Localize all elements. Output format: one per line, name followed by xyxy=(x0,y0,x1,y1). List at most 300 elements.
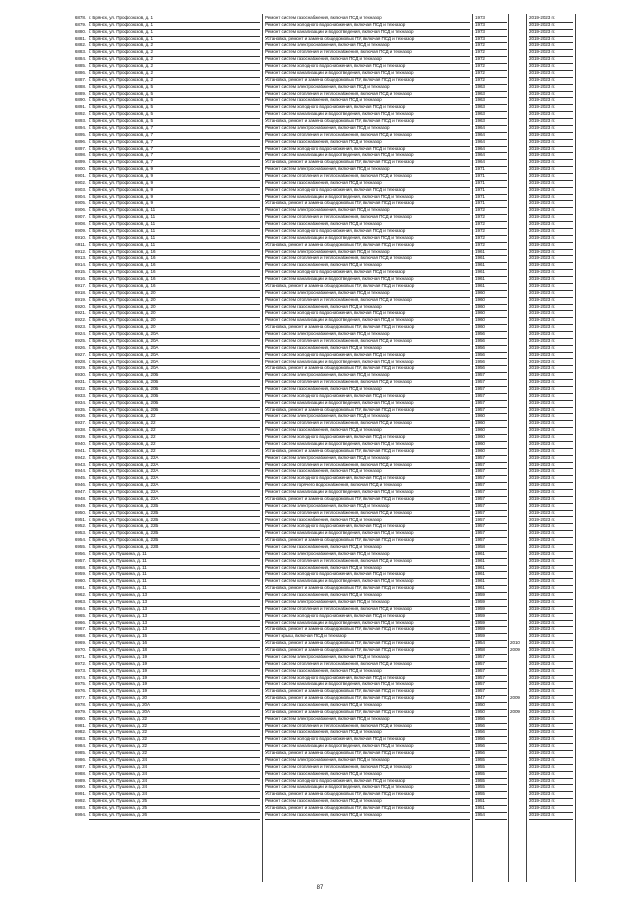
row-address: г. Брянск, ул. Профсоюзов, д. 22В xyxy=(89,544,260,552)
row-year: 1973 xyxy=(475,15,507,23)
row-work-type: Установка, ремонт и замена общедомовых ПУ, включая ПСД и техназор xyxy=(265,709,470,717)
row-address: г. Брянск, ул. Профсоюзов, д. 7 xyxy=(89,152,260,160)
table-row xyxy=(0,269,640,276)
row-address: г. Брянск, ул. Профсоюзов, д. 16 xyxy=(89,283,260,291)
table-row xyxy=(0,249,640,256)
row-year: 1972 xyxy=(475,214,507,222)
row-address: г. Брянск, ул. Профсоюзов, д. 20Б xyxy=(89,393,260,401)
table-row xyxy=(0,56,640,63)
row-address: г. Брянск, ул. Профсоюзов, д. 11 xyxy=(89,228,260,236)
row-period: 2019-2023 гг. xyxy=(529,386,573,394)
row-last-repair-year xyxy=(510,489,524,496)
row-work-type: Ремонт систем холодного водоснабжения, включая ПСД и техназор xyxy=(265,104,470,112)
row-number: 6941. xyxy=(74,447,86,453)
row-work-type: Ремонт систем холодного водоснабжения, включая ПСД и техназор xyxy=(265,675,470,683)
row-work-type: Ремонт систем холодного водоснабжения, включая ПСД и техназор xyxy=(265,228,470,236)
table-row xyxy=(0,599,640,606)
row-year: 1955 xyxy=(475,764,507,772)
row-address: г. Брянск, ул. Профсоюзов, д. 1 xyxy=(89,22,260,30)
row-work-type: Ремонт систем холодного водоснабжения, включая ПСД и техназор xyxy=(265,269,470,277)
row-year: 1961 xyxy=(475,255,507,263)
row-address: г. Брянск, ул. Профсоюзов, д. 9 xyxy=(89,194,260,202)
row-last-repair-year xyxy=(510,681,524,688)
row-last-repair-year xyxy=(510,146,524,153)
row-year: 1956 xyxy=(475,352,507,360)
row-work-type: Ремонт систем электроснабжения, включая ПСД и техназор xyxy=(265,551,470,559)
table-row xyxy=(0,194,640,201)
row-last-repair-year xyxy=(510,565,524,572)
row-number: 6982. xyxy=(74,729,86,735)
row-number: 6951. xyxy=(74,516,86,522)
row-work-type: Ремонт систем канализации и водоотведения, включая ПСД и техназор xyxy=(265,111,470,119)
row-period: 2019-2023 гг. xyxy=(529,49,573,57)
row-number: 6945. xyxy=(74,475,86,481)
table-row xyxy=(0,647,640,654)
row-address: г. Брянск, ул. Профсоюзов, д. 22Б xyxy=(89,523,260,531)
row-year: 1973 xyxy=(475,22,507,30)
row-year: 1956 xyxy=(475,338,507,346)
row-period: 2019-2023 гг. xyxy=(529,702,573,710)
row-address: г. Брянск, ул. Профсоюзов, д. 22А xyxy=(89,462,260,470)
row-number: 6946. xyxy=(74,482,86,488)
row-number: 6990. xyxy=(74,784,86,790)
table-row xyxy=(0,489,640,496)
row-address: г. Брянск, ул. Профсоюзов, д. 22А xyxy=(89,468,260,476)
row-year: 1960 xyxy=(475,317,507,325)
row-work-type: Ремонт систем газоснабжения, включая ПСД и техназор xyxy=(265,702,470,710)
row-period: 2019-2023 гг. xyxy=(529,187,573,195)
row-address: г. Брянск, ул. Профсоюзов, д. 22 xyxy=(89,413,260,421)
row-work-type: Ремонт систем газоснабжения, включая ПСД и техназор xyxy=(265,468,470,476)
row-last-repair-year xyxy=(510,125,524,132)
row-number: 6916. xyxy=(74,276,86,282)
row-year: 1960 xyxy=(475,427,507,435)
row-period: 2019-2023 гг. xyxy=(529,152,573,160)
row-last-repair-year xyxy=(510,379,524,386)
row-work-type: Ремонт систем электроснабжения, включая ПСД и техназор xyxy=(265,372,470,380)
row-work-type: Ремонт систем канализации и водоотведения, включая ПСД и техназор xyxy=(265,784,470,792)
row-address: г. Брянск, ул. Профсоюзов, д. 1 xyxy=(89,15,260,23)
row-number: 6969. xyxy=(74,640,86,646)
row-work-type: Ремонт систем электроснабжения, включая ПСД и техназор xyxy=(265,125,470,133)
row-number: 6891. xyxy=(74,104,86,110)
row-number: 6903. xyxy=(74,186,86,192)
row-period: 2019-2023 гг. xyxy=(529,228,573,236)
row-period: 2019-2023 гг. xyxy=(529,764,573,772)
row-work-type: Установка, ремонт и замена общедомовых ПУ, включая ПСД и техназор xyxy=(265,118,470,126)
row-last-repair-year xyxy=(510,70,524,77)
row-period: 2019-2023 гг. xyxy=(529,420,573,428)
row-work-type: Ремонт систем газоснабжения, включая ПСД и техназор xyxy=(265,386,470,394)
row-year: 1958 xyxy=(475,544,507,552)
row-year: 1960 xyxy=(475,413,507,421)
row-period: 2019-2023 гг. xyxy=(529,523,573,531)
row-last-repair-year xyxy=(510,592,524,599)
table-row xyxy=(0,736,640,743)
table-row xyxy=(0,413,640,420)
row-address: г. Брянск, ул. Профсоюзов, д. 16 xyxy=(89,276,260,284)
row-last-repair-year xyxy=(510,448,524,455)
table-row xyxy=(0,695,640,702)
row-last-repair-year xyxy=(510,544,524,551)
row-period: 2019-2023 гг. xyxy=(529,159,573,167)
row-number: 6924. xyxy=(74,331,86,337)
row-last-repair-year xyxy=(510,702,524,709)
row-last-repair-year xyxy=(510,503,524,510)
row-work-type: Ремонт систем канализации и водоотведения, включая ПСД и техназор xyxy=(265,29,470,37)
row-work-type: Ремонт систем холодного водоснабжения, включая ПСД и техназор xyxy=(265,146,470,154)
row-last-repair-year xyxy=(510,805,524,812)
table-row xyxy=(0,675,640,682)
row-year: 1957 xyxy=(475,455,507,463)
table-row xyxy=(0,29,640,36)
row-number: 6906. xyxy=(74,207,86,213)
row-year: 1971 xyxy=(475,200,507,208)
row-number: 6920. xyxy=(74,303,86,309)
row-period: 2019-2023 гг. xyxy=(529,517,573,525)
row-work-type: Ремонт систем электроснабжения, включая ПСД и техназор xyxy=(265,654,470,662)
row-address: г. Брянск, ул. Профсоюзов, д. 11 xyxy=(89,207,260,215)
row-number: 6962. xyxy=(74,592,86,598)
table-row xyxy=(0,159,640,166)
row-year: 1956 xyxy=(475,723,507,731)
row-last-repair-year xyxy=(510,304,524,311)
row-work-type: Ремонт систем отопления и теплоснабжения, включая ПСД и техназор xyxy=(265,91,470,99)
row-address: г. Брянск, ул. Пушкина, д. 24 xyxy=(89,757,260,765)
row-number: 6899. xyxy=(74,159,86,165)
table-row xyxy=(0,523,640,530)
row-period: 2019-2023 гг. xyxy=(529,661,573,669)
row-last-repair-year xyxy=(510,723,524,730)
row-year: 1960 xyxy=(475,441,507,449)
row-year: 1957 xyxy=(475,675,507,683)
row-year: 1959 xyxy=(475,613,507,621)
row-period: 2019-2023 гг. xyxy=(529,304,573,312)
row-work-type: Ремонт систем отопления и теплоснабжения, включая ПСД и техназор xyxy=(265,49,470,57)
row-number: 6966. xyxy=(74,619,86,625)
row-last-repair-year xyxy=(510,750,524,757)
row-address: г. Брянск, ул. Профсоюзов, д. 22Б xyxy=(89,510,260,518)
row-address: г. Брянск, ул. Пушкина, д. 24 xyxy=(89,771,260,779)
row-period: 2019-2023 гг. xyxy=(529,510,573,518)
row-work-type: Ремонт систем электроснабжения, включая ПСД и техназор xyxy=(265,207,470,215)
row-address: г. Брянск, ул. Профсоюзов, д. 16 xyxy=(89,249,260,257)
row-year: 1961 xyxy=(475,571,507,579)
table-row xyxy=(0,331,640,338)
row-address: г. Брянск, ул. Профсоюзов, д. 7 xyxy=(89,139,260,147)
row-last-repair-year xyxy=(510,228,524,235)
row-address: г. Брянск, ул. Пушкина, д. 19 xyxy=(89,654,260,662)
row-period: 2019-2023 гг. xyxy=(529,468,573,476)
row-period: 2019-2023 гг. xyxy=(529,91,573,99)
table-row xyxy=(0,125,640,132)
row-last-repair-year xyxy=(510,530,524,537)
row-last-repair-year xyxy=(510,42,524,49)
row-work-type: Ремонт систем газоснабжения, включая ПСД и техназор xyxy=(265,771,470,779)
row-period: 2019-2023 гг. xyxy=(529,146,573,154)
table-row xyxy=(0,537,640,544)
row-work-type: Ремонт систем канализации и водоотведения, включая ПСД и техназор xyxy=(265,620,470,628)
row-address: г. Брянск, ул. Профсоюзов, д. 20Б xyxy=(89,386,260,394)
row-number: 6927. xyxy=(74,351,86,357)
row-year: 1971 xyxy=(475,180,507,188)
row-number: 6977. xyxy=(74,695,86,701)
row-period: 2019-2023 гг. xyxy=(529,407,573,415)
table-row xyxy=(0,152,640,159)
row-year: 1957 xyxy=(475,681,507,689)
row-work-type: Ремонт крыш, включая ПСД и техназор xyxy=(265,633,470,641)
row-last-repair-year xyxy=(510,15,524,22)
row-work-type: Ремонт систем канализации и водоотведения, включая ПСД и техназор xyxy=(265,530,470,538)
row-last-repair-year xyxy=(510,249,524,256)
table-row xyxy=(0,22,640,29)
row-address: г. Брянск, ул. Пушкина, д. 11 xyxy=(89,551,260,559)
row-period: 2019-2023 гг. xyxy=(529,413,573,421)
row-work-type: Ремонт систем электроснабжения, включая ПСД и техназор xyxy=(265,413,470,421)
table-row xyxy=(0,558,640,565)
row-year: 1959 xyxy=(475,599,507,607)
table-row xyxy=(0,221,640,228)
row-work-type: Ремонт систем электроснабжения, включая ПСД и техназор xyxy=(265,757,470,765)
row-work-type: Ремонт систем отопления и теплоснабжения, включая ПСД и техназор xyxy=(265,723,470,731)
row-period: 2019-2023 гг. xyxy=(529,791,573,799)
table-row xyxy=(0,310,640,317)
row-number: 6972. xyxy=(74,660,86,666)
row-period: 2019-2023 гг. xyxy=(529,42,573,50)
table-row xyxy=(0,565,640,572)
row-period: 2019-2023 гг. xyxy=(529,558,573,566)
row-period: 2019-2023 гг. xyxy=(529,180,573,188)
row-last-repair-year: 2009 xyxy=(510,695,520,701)
row-number: 6979. xyxy=(74,708,86,714)
row-period: 2019-2023 гг. xyxy=(529,530,573,538)
row-number: 6950. xyxy=(74,509,86,515)
row-work-type: Установка, ремонт и замена общедомовых ПУ, включая ПСД и техназор xyxy=(265,365,470,373)
row-work-type: Ремонт систем газоснабжения, включая ПСД и техназор xyxy=(265,221,470,229)
row-number: 6965. xyxy=(74,612,86,618)
row-address: г. Брянск, ул. Пушкина, д. 20А xyxy=(89,709,260,717)
row-address: г. Брянск, ул. Профсоюзов, д. 22 xyxy=(89,427,260,435)
row-work-type: Ремонт систем газоснабжения, включая ПСД и техназор xyxy=(265,427,470,435)
row-period: 2019-2023 гг. xyxy=(529,235,573,243)
row-number: 6921. xyxy=(74,310,86,316)
row-year: 1959 xyxy=(475,606,507,614)
row-last-repair-year xyxy=(510,517,524,524)
row-address: г. Брянск, ул. Профсоюзов, д. 22 xyxy=(89,434,260,442)
row-period: 2019-2023 гг. xyxy=(529,310,573,318)
row-work-type: Ремонт систем холодного водоснабжения, включая ПСД и техназор xyxy=(265,310,470,318)
row-address: г. Брянск, ул. Профсоюзов, д. 5 xyxy=(89,91,260,99)
row-work-type: Ремонт систем электроснабжения, включая ПСД и техназор xyxy=(265,249,470,257)
row-number: 6925. xyxy=(74,337,86,343)
row-last-repair-year xyxy=(510,310,524,317)
row-work-type: Ремонт систем газоснабжения, включая ПСД и техназор xyxy=(265,15,470,23)
row-period: 2019-2023 гг. xyxy=(529,537,573,545)
row-last-repair-year xyxy=(510,798,524,805)
row-work-type: Установка, ремонт и замена общедомовых ПУ, включая ПСД и техназор xyxy=(265,242,470,250)
row-work-type: Ремонт систем электроснабжения, включая ПСД и техназор xyxy=(265,455,470,463)
table-row xyxy=(0,379,640,386)
row-year: 1971 xyxy=(475,173,507,181)
row-last-repair-year xyxy=(510,331,524,338)
row-last-repair-year xyxy=(510,104,524,111)
row-work-type: Установка, ремонт и замена общедомовых ПУ, включая ПСД и техназор xyxy=(265,695,470,703)
row-last-repair-year xyxy=(510,276,524,283)
row-address: г. Брянск, ул. Пушкина, д. 25 xyxy=(89,798,260,806)
table-row xyxy=(0,427,640,434)
row-last-repair-year xyxy=(510,166,524,173)
row-address: г. Брянск, ул. Пушкина, д. 11 xyxy=(89,571,260,579)
row-address: г. Брянск, ул. Профсоюзов, д. 16 xyxy=(89,269,260,277)
row-year: 1963 xyxy=(475,84,507,92)
table-row xyxy=(0,42,640,49)
row-last-repair-year xyxy=(510,338,524,345)
row-year: 1957 xyxy=(475,654,507,662)
table-row xyxy=(0,338,640,345)
row-year: 1963 xyxy=(475,91,507,99)
row-period: 2019-2023 гг. xyxy=(529,647,573,655)
row-year: 1960 xyxy=(475,448,507,456)
row-number: 6887. xyxy=(74,76,86,82)
row-period: 2019-2023 гг. xyxy=(529,455,573,463)
row-number: 6992. xyxy=(74,798,86,804)
row-period: 2019-2023 гг. xyxy=(529,565,573,573)
row-year: 1955 xyxy=(475,791,507,799)
table-row xyxy=(0,764,640,771)
row-number: 6911. xyxy=(75,241,86,247)
table-row xyxy=(0,654,640,661)
row-period: 2019-2023 гг. xyxy=(529,716,573,724)
row-number: 6934. xyxy=(74,399,86,405)
row-last-repair-year xyxy=(510,200,524,207)
row-work-type: Ремонт систем газоснабжения, включая ПСД и техназор xyxy=(265,304,470,312)
row-period: 2019-2023 гг. xyxy=(529,393,573,401)
row-address: г. Брянск, ул. Пушкина, д. 25 xyxy=(89,805,260,813)
row-work-type: Ремонт систем отопления и теплоснабжения, включая ПСД и техназор xyxy=(265,661,470,669)
row-year: 1957 xyxy=(475,407,507,415)
row-period: 2019-2023 гг. xyxy=(529,503,573,511)
row-address: г. Брянск, ул. Пушкина, д. 13 xyxy=(89,606,260,614)
table-row xyxy=(0,688,640,695)
row-work-type: Ремонт систем электроснабжения, включая ПСД и техназор xyxy=(265,84,470,92)
row-period: 2019-2023 гг. xyxy=(529,290,573,298)
row-work-type: Ремонт систем канализации и водоотведения, включая ПСД и техназор xyxy=(265,578,470,586)
row-year: 1961 xyxy=(475,565,507,573)
row-number: 6970. xyxy=(74,647,86,653)
row-period: 2019-2023 гг. xyxy=(529,798,573,806)
row-number: 6983. xyxy=(74,736,86,742)
row-work-type: Ремонт систем электроснабжения, включая ПСД и техназор xyxy=(265,290,470,298)
table-row xyxy=(0,585,640,592)
row-work-type: Ремонт систем холодного водоснабжения, включая ПСД и техназор xyxy=(265,613,470,621)
row-last-repair-year xyxy=(510,97,524,104)
row-number: 6964. xyxy=(74,605,86,611)
row-work-type: Ремонт систем отопления и теплоснабжения, включая ПСД и техназор xyxy=(265,420,470,428)
row-last-repair-year xyxy=(510,743,524,750)
row-address: г. Брянск, ул. Профсоюзов, д. 2 xyxy=(89,77,260,85)
table-row xyxy=(0,262,640,269)
table-row xyxy=(0,592,640,599)
row-number: 6971. xyxy=(74,653,86,659)
row-number: 6897. xyxy=(74,145,86,151)
row-address: г. Брянск, ул. Пушкина, д. 13 xyxy=(89,613,260,621)
row-period: 2019-2023 гг. xyxy=(529,29,573,37)
row-address: г. Брянск, ул. Пушкина, д. 11 xyxy=(89,558,260,566)
row-year: 1961 xyxy=(475,585,507,593)
row-last-repair-year xyxy=(510,194,524,201)
row-work-type: Ремонт систем канализации и водоотведения, включая ПСД и техназор xyxy=(265,276,470,284)
table-row xyxy=(0,104,640,111)
row-address: г. Брянск, ул. Профсоюзов, д. 16 xyxy=(89,262,260,270)
table-row xyxy=(0,709,640,716)
row-year: 1960 xyxy=(475,297,507,305)
table-row xyxy=(0,386,640,393)
row-address: г. Брянск, ул. Профсоюзов, д. 16 xyxy=(89,255,260,263)
row-year: 1957 xyxy=(475,393,507,401)
row-year: 1957 xyxy=(475,482,507,490)
row-period: 2019-2023 гг. xyxy=(529,36,573,44)
row-work-type: Ремонт систем электроснабжения, включая ПСД и техназор xyxy=(265,42,470,50)
row-last-repair-year xyxy=(510,462,524,469)
row-address: г. Брянск, ул. Профсоюзов, д. 22А xyxy=(89,455,260,463)
row-address: г. Брянск, ул. Профсоюзов, д. 20 xyxy=(89,324,260,332)
row-year: 1957 xyxy=(475,462,507,470)
row-period: 2019-2023 гг. xyxy=(529,379,573,387)
row-address: г. Брянск, ул. Пушкина, д. 19 xyxy=(89,661,260,669)
table-row xyxy=(0,784,640,791)
row-year: 1957 xyxy=(475,400,507,408)
row-work-type: Установка, ремонт и замена общедомовых ПУ, включая ПСД и техназор xyxy=(265,585,470,593)
row-period: 2019-2023 гг. xyxy=(529,640,573,648)
row-address: г. Брянск, ул. Профсоюзов, д. 20А xyxy=(89,359,260,367)
table-row xyxy=(0,352,640,359)
row-last-repair-year xyxy=(510,36,524,43)
row-number: 6994. xyxy=(74,811,86,817)
row-period: 2019-2023 гг. xyxy=(529,489,573,497)
row-address: г. Брянск, ул. Профсоюзов, д. 11 xyxy=(89,214,260,222)
row-year: 1957 xyxy=(475,668,507,676)
row-number: 6910. xyxy=(74,234,86,240)
row-year: 1957 xyxy=(475,475,507,483)
row-address: г. Брянск, ул. Профсоюзов, д. 20Б xyxy=(89,372,260,380)
row-period: 2019-2023 гг. xyxy=(529,681,573,689)
row-year: 1960 xyxy=(475,310,507,318)
row-last-repair-year xyxy=(510,159,524,166)
row-last-repair-year xyxy=(510,585,524,592)
row-period: 2019-2023 гг. xyxy=(529,585,573,593)
row-address: г. Брянск, ул. Пушкина, д. 15 xyxy=(89,633,260,641)
row-number: 6973. xyxy=(74,667,86,673)
table-row xyxy=(0,517,640,524)
row-last-repair-year xyxy=(510,29,524,36)
row-number: 6890. xyxy=(74,97,86,103)
row-address: г. Брянск, ул. Профсоюзов, д. 20 xyxy=(89,310,260,318)
row-year: 1972 xyxy=(475,235,507,243)
row-number: 6896. xyxy=(74,138,86,144)
table-row xyxy=(0,345,640,352)
row-number: 6918. xyxy=(74,289,86,295)
row-period: 2019-2023 гг. xyxy=(529,331,573,339)
row-number: 6989. xyxy=(74,777,86,783)
row-address: г. Брянск, ул. Профсоюзов, д. 20 xyxy=(89,304,260,312)
row-number: 6928. xyxy=(74,358,86,364)
row-year: 1960 xyxy=(475,304,507,312)
row-last-repair-year xyxy=(510,297,524,304)
row-work-type: Ремонт систем отопления и теплоснабжения, включая ПСД и техназор xyxy=(265,338,470,346)
row-address: г. Брянск, ул. Профсоюзов, д. 1 xyxy=(89,29,260,37)
row-year: 1957 xyxy=(475,468,507,476)
row-work-type: Ремонт систем горячего водоснабжения, включая ПСД и техназор xyxy=(265,482,470,490)
